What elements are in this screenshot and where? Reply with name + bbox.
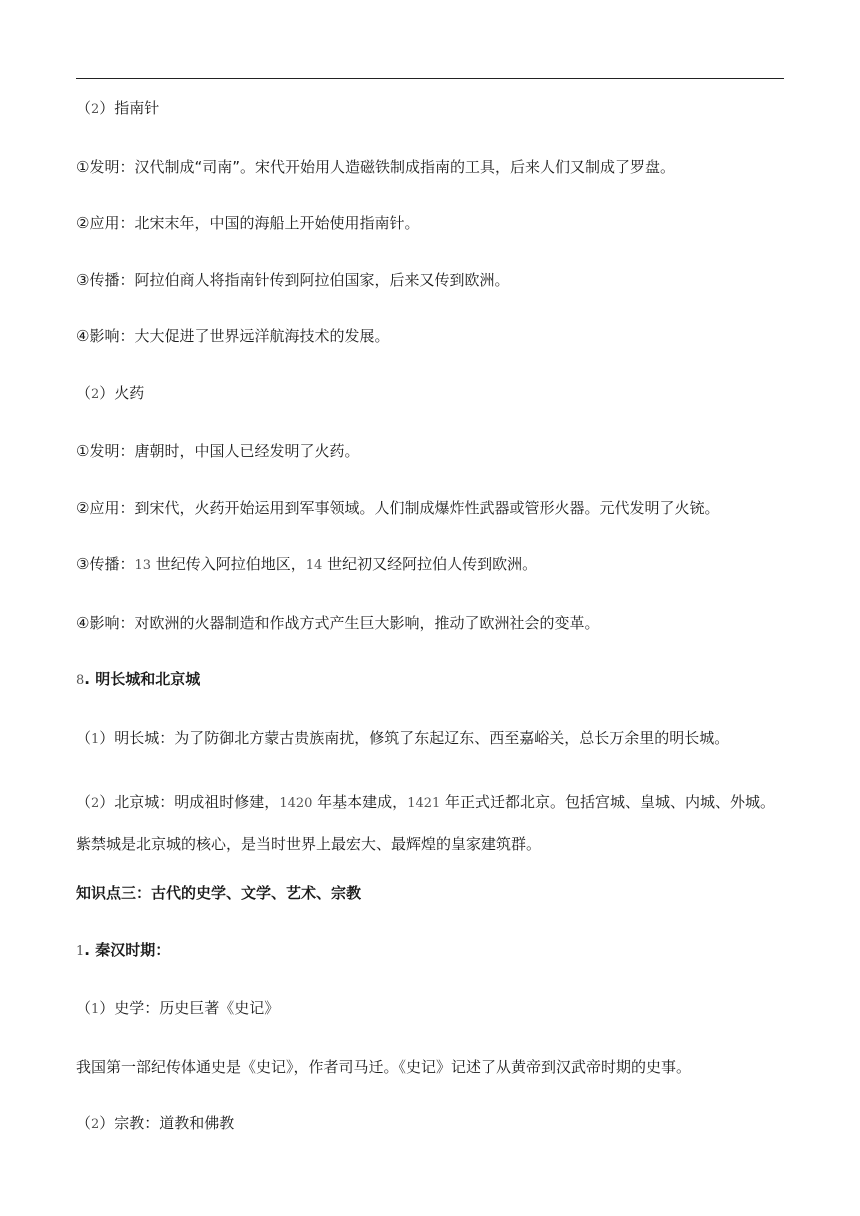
text-segment: . 明长城和北京城 — [84, 670, 201, 688]
compass-application — [76, 209, 784, 237]
text-segment: （ — [76, 99, 92, 117]
gunpowder-spread — [76, 550, 784, 580]
text-segment: ④影响：大大促进了世界远洋航海技术的发展。 — [76, 327, 390, 345]
number-text: 2 — [91, 1117, 100, 1132]
text-segment: （ — [76, 793, 92, 811]
number-text: 2 — [91, 796, 100, 811]
number-text: 2 — [91, 102, 100, 117]
compass-impact — [76, 322, 784, 350]
lines-after — [76, 879, 784, 1139]
history-heading — [76, 994, 784, 1024]
text-segment: （ — [76, 999, 92, 1017]
gunpowder-heading — [76, 379, 784, 409]
number-text: 1 — [91, 1002, 100, 1017]
text-segment: . 秦汉时期： — [84, 940, 171, 959]
text-segment: ）火药 — [99, 383, 145, 402]
gunpowder-application — [76, 494, 784, 522]
text-segment: 世纪初又经阿拉伯人传到欧洲。 — [322, 555, 538, 573]
document-content — [76, 94, 784, 1168]
compass-heading — [76, 94, 784, 124]
text-segment: ②应用：北宋末年，中国的海船上开始使用指南针。 — [76, 214, 420, 232]
text-segment: ②应用：到宋代，火药开始运用到军事领域。人们制成爆炸性武器或管形火器。元代发明了火铳。 — [76, 498, 720, 517]
text-segment: （ — [76, 1114, 92, 1132]
great-wall — [76, 724, 784, 754]
text-segment: 年基本建成， — [312, 793, 408, 811]
compass-spread — [76, 266, 784, 294]
religion-heading — [76, 1109, 784, 1139]
number-text: 1 — [76, 943, 85, 959]
text-segment: ③传播：阿拉伯商人将指南针传到阿拉伯国家，后来又传到欧洲。 — [76, 270, 510, 289]
number-text: 1 — [91, 731, 100, 747]
gunpowder-invention — [76, 437, 784, 465]
text-segment: 知识点三：古代的史学、文学、艺术、宗教 — [76, 884, 362, 902]
text-segment: 年正式迁都北京。包括宫城、皇城、内城、外城。紫禁城是北京城的核心，是当时世界上最宏大、最辉煌的皇家建筑群。 — [76, 793, 776, 853]
number-text: 8 — [76, 673, 85, 688]
number-text: 1421 — [407, 796, 441, 811]
gunpowder-impact — [76, 609, 784, 637]
lines-before — [76, 94, 784, 754]
text-segment: ①发明：唐朝时，中国人已经发明了火药。 — [76, 442, 360, 460]
number-text: 2 — [91, 386, 100, 402]
text-segment: （ — [76, 383, 92, 402]
beijing-city-paragraph — [76, 782, 784, 865]
number-text: 1420 — [279, 796, 313, 811]
header-rule — [76, 78, 784, 79]
text-segment: （ — [76, 728, 92, 747]
text-segment: ）明长城：为了防御北方蒙古贵族南扰，修筑了东起辽东、西至嘉峪关，总长万余里的明长城。 — [99, 728, 730, 747]
qin-han-heading — [76, 936, 784, 966]
shiji-description — [76, 1053, 784, 1081]
text-segment: ）宗教：道教和佛教 — [99, 1114, 235, 1132]
text-segment: 世纪传入阿拉伯地区， — [151, 555, 306, 573]
compass-invention — [76, 153, 784, 181]
text-segment: ）史学：历史巨著《史记》 — [99, 999, 280, 1017]
text-segment: ④影响：对欧洲的火器制造和作战方式产生巨大影响，推动了欧洲社会的变革。 — [76, 613, 600, 632]
number-text: 14 — [305, 558, 323, 573]
text-segment: ①发明：汉代制成“司南”。宋代开始用人造磁铁制成指南的工具，后来人们又制成了罗盘。 — [76, 157, 675, 176]
knowledge-point-3-heading — [76, 879, 784, 907]
text-segment: ）北京城：明成祖时修建， — [99, 793, 280, 811]
text-segment: 我国第一部纪传体通史是《史记》，作者司马迁。《史记》记述了从黄帝到汉武帝时期的史事。 — [76, 1057, 692, 1076]
text-segment: ）指南针 — [99, 99, 160, 117]
number-text: 13 — [134, 558, 151, 573]
section-8-heading — [76, 665, 784, 695]
text-segment: ③传播： — [76, 555, 135, 573]
